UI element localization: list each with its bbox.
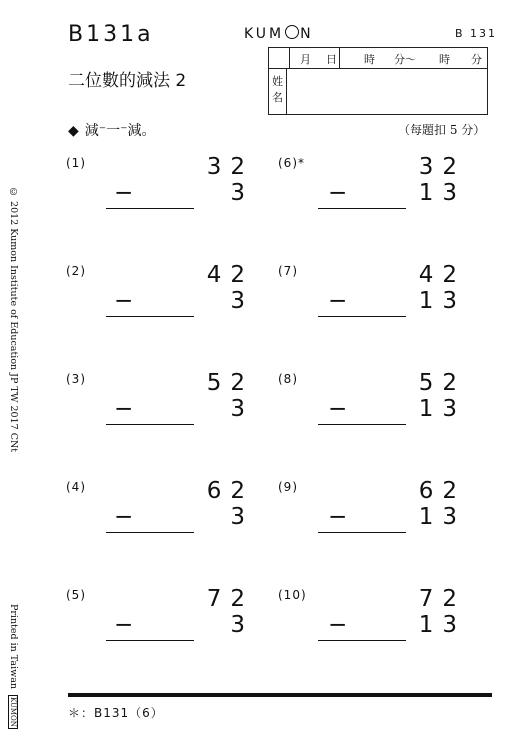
subtrahend: 3: [230, 504, 254, 530]
minuend: 42: [418, 262, 466, 288]
answer-line: [318, 208, 406, 209]
footer-rule: [68, 693, 492, 697]
answer-line: [106, 316, 194, 317]
worksheet-code-title: B131a: [68, 22, 154, 47]
problem-number: (4): [66, 480, 86, 494]
subtrahend: 13: [418, 396, 466, 422]
date-divider: [289, 48, 290, 68]
problem-number: (7): [278, 264, 298, 278]
minuend: 52: [206, 370, 254, 396]
name-label: 姓名: [269, 68, 287, 115]
instruction: [68, 120, 156, 140]
minus-sign: −: [328, 504, 348, 530]
subtraction-problem: [278, 264, 478, 344]
minus-sign: −: [328, 396, 348, 422]
subtrahend: 13: [418, 612, 466, 638]
minus-sign: −: [328, 612, 348, 638]
minuend: 72: [206, 586, 254, 612]
minuend: 72: [418, 586, 466, 612]
minute2-label: 分: [471, 53, 482, 66]
minus-sign: −: [114, 504, 134, 530]
problem-number: (1): [66, 156, 86, 170]
hour2-label: 時: [439, 53, 450, 66]
subtraction-problem: [278, 156, 478, 236]
worksheet-title: 二位數的減法 2: [68, 71, 187, 91]
date-name-box: [268, 47, 488, 115]
subtrahend: 3: [230, 288, 254, 314]
subtraction-problem: [66, 372, 266, 452]
problem-number: (6)*: [278, 156, 305, 170]
subtraction-problem: [278, 588, 478, 668]
printed-badge: KUMON: [9, 697, 17, 727]
subtraction-problem: [278, 480, 478, 560]
subtrahend: 13: [418, 288, 466, 314]
problem-number: (8): [278, 372, 298, 386]
printed-in-label: Printed in Taiwan: [8, 604, 19, 690]
answer-line: [106, 532, 194, 533]
minuend: 42: [206, 262, 254, 288]
subtraction-problem: [278, 372, 478, 452]
minuend: 62: [206, 478, 254, 504]
minus-sign: −: [114, 396, 134, 422]
subtrahend: 3: [230, 396, 254, 422]
hour-label: 時: [364, 53, 375, 66]
problem-number: (2): [66, 264, 86, 278]
minus-sign: −: [328, 180, 348, 206]
problem-number: (3): [66, 372, 86, 386]
answer-line: [106, 640, 194, 641]
subtrahend: 3: [230, 612, 254, 638]
instruction-text: 減⁻一⁻減。: [84, 123, 156, 139]
minuend: 32: [206, 154, 254, 180]
minuend: 32: [418, 154, 466, 180]
answer-line: [106, 208, 194, 209]
subtraction-problem: [66, 480, 266, 560]
logo-text-part1: KUM: [244, 26, 285, 42]
subtrahend: 13: [418, 504, 466, 530]
minute-to-label: 分～: [394, 53, 416, 66]
date-time-row: [269, 48, 487, 69]
subtraction-problem: [66, 588, 266, 668]
printed-in-text: [8, 604, 19, 729]
subtrahend: 13: [418, 180, 466, 206]
month-label: 月: [300, 53, 311, 66]
copyright-text: © 2012 Kumon Institute of Education JP TW 2017 CNt: [8, 187, 19, 453]
kumon-logo: [244, 25, 314, 42]
minus-sign: −: [328, 288, 348, 314]
minus-sign: −: [114, 180, 134, 206]
answer-line: [318, 424, 406, 425]
minus-sign: −: [114, 612, 134, 638]
logo-circle-icon: [285, 25, 299, 39]
problem-number: (10): [278, 588, 307, 602]
footer-code: ＊：B131（6）: [68, 706, 164, 720]
answer-line: [106, 424, 194, 425]
date-divider: [339, 48, 340, 68]
subtrahend: 3: [230, 180, 254, 206]
answer-line: [318, 316, 406, 317]
subtraction-problem: [66, 156, 266, 236]
answer-line: [318, 532, 406, 533]
subtraction-problem: [66, 264, 266, 344]
answer-line: [318, 640, 406, 641]
worksheet-code-small: B 131: [455, 27, 498, 40]
logo-text-part2: N: [300, 26, 314, 42]
minuend: 62: [418, 478, 466, 504]
minus-sign: −: [114, 288, 134, 314]
diamond-bullet-icon: ◆: [68, 123, 79, 139]
day-label: 日: [326, 53, 337, 66]
problem-number: (9): [278, 480, 298, 494]
problem-number: (5): [66, 588, 86, 602]
minuend: 52: [418, 370, 466, 396]
score-note: （每題扣 5 分）: [398, 123, 486, 137]
